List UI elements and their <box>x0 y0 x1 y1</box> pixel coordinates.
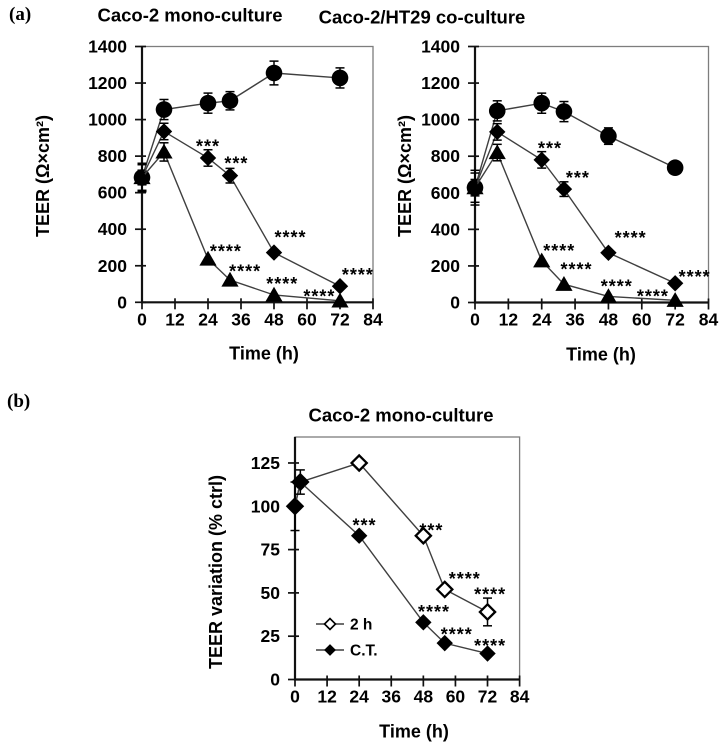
significance-label: *** <box>352 515 377 536</box>
significance-label: *** <box>538 138 563 159</box>
circle-marker <box>600 128 617 145</box>
open-diamond-marker <box>325 619 336 630</box>
filled-diamond-marker <box>287 498 303 514</box>
triangle-marker <box>155 144 172 159</box>
x-tick-label: 48 <box>598 309 619 330</box>
x-tick-label: 12 <box>498 309 519 330</box>
significance-label: **** <box>636 286 669 307</box>
x-tick-label: 72 <box>477 686 498 707</box>
circle-marker <box>556 103 573 120</box>
circle-marker <box>200 95 217 112</box>
open-diamond-marker <box>480 604 495 619</box>
chart-title: Caco-2 mono-culture <box>308 404 494 426</box>
x-tick-label: 48 <box>264 309 284 330</box>
significance-label: **** <box>341 265 374 286</box>
y-tick-label: 1000 <box>88 109 127 130</box>
series-2-h <box>287 455 495 625</box>
x-tick-label: 24 <box>531 309 552 330</box>
significance-label: **** <box>303 286 336 307</box>
significance-label: **** <box>274 227 307 248</box>
y-tick-label: 1400 <box>421 36 460 57</box>
legend <box>316 617 378 660</box>
x-tick-label: 84 <box>698 309 719 330</box>
circle-marker <box>667 159 684 176</box>
series-line <box>295 463 488 612</box>
significance-label: **** <box>678 267 711 288</box>
significance-label: **** <box>560 259 593 280</box>
y-tick-label: 100 <box>250 496 280 517</box>
y-tick-label: 600 <box>97 182 127 203</box>
x-tick-label: 0 <box>470 309 480 330</box>
circle-marker <box>533 95 550 112</box>
y-tick-label: 400 <box>430 219 460 240</box>
y-tick-label: 800 <box>97 146 127 167</box>
y-tick-label: 600 <box>430 182 460 203</box>
significance-label: **** <box>229 261 262 282</box>
y-tick-label: 1200 <box>421 73 460 94</box>
x-axis-label: Time (h) <box>229 343 299 364</box>
x-tick-label: 72 <box>665 309 685 330</box>
filled-diamond-marker <box>324 644 336 656</box>
x-tick-label: 60 <box>297 309 317 330</box>
y-tick-label: 50 <box>260 582 280 603</box>
x-tick-label: 60 <box>445 686 466 707</box>
significance-label: **** <box>614 227 647 248</box>
x-tick-label: 72 <box>330 309 350 330</box>
legend-label: 2 h <box>350 616 373 634</box>
x-tick-label: 84 <box>509 686 530 707</box>
y-tick-label: 800 <box>430 146 460 167</box>
circle-marker <box>332 70 349 87</box>
chart-caco2-mono-teer-variation <box>206 405 530 742</box>
y-tick-label: 0 <box>117 292 127 313</box>
circle-marker <box>489 103 506 120</box>
y-tick-label: 25 <box>260 626 280 647</box>
significance-label: **** <box>448 569 481 590</box>
x-tick-label: 60 <box>632 309 652 330</box>
y-tick-label: 400 <box>97 219 127 240</box>
y-axis-label: TEER (Ω×cm²) <box>33 115 53 237</box>
significance-label: **** <box>266 274 299 295</box>
significance-label: **** <box>440 624 473 645</box>
significance-label: **** <box>474 584 507 605</box>
x-tick-label: 36 <box>565 309 585 330</box>
circle-marker <box>156 101 173 118</box>
filled-diamond-marker <box>489 124 505 140</box>
y-tick-label: 1200 <box>88 73 127 94</box>
significance-label: *** <box>419 520 444 541</box>
significance-label: *** <box>224 153 249 174</box>
y-tick-label: 200 <box>97 255 127 276</box>
y-axis-label: TEER variation (% ctrl) <box>206 474 226 670</box>
significance-label: **** <box>543 241 576 262</box>
x-tick-label: 84 <box>363 309 383 330</box>
panel-label-a: (a) <box>9 4 32 25</box>
significance-label: **** <box>600 276 633 297</box>
x-tick-label: 48 <box>413 686 434 707</box>
significance-label: *** <box>195 136 221 157</box>
y-tick-label: 75 <box>260 539 280 560</box>
y-axis-label: TEER (Ω×cm²) <box>395 115 415 237</box>
y-tick-label: 0 <box>450 292 460 313</box>
significance-label: **** <box>418 601 451 622</box>
significance-label: **** <box>209 241 242 262</box>
x-tick-label: 24 <box>198 309 218 330</box>
x-tick-label: 36 <box>381 686 401 707</box>
x-tick-label: 36 <box>231 309 251 330</box>
chart-caco2-mono-teer <box>33 5 383 364</box>
circle-marker <box>266 65 283 82</box>
y-tick-label: 1000 <box>421 109 460 130</box>
x-tick-label: 12 <box>165 309 185 330</box>
x-axis-label: Time (h) <box>566 344 636 365</box>
x-tick-label: 24 <box>349 686 369 707</box>
y-tick-label: 0 <box>270 669 280 690</box>
circle-marker <box>222 92 239 109</box>
x-axis-label: Time (h) <box>379 721 449 742</box>
x-tick-label: 12 <box>317 686 337 707</box>
chart-title: Caco-2 mono-culture <box>97 4 283 26</box>
significance-label: **** <box>474 635 507 656</box>
chart-title: Caco-2/HT29 co-culture <box>318 6 526 28</box>
y-tick-label: 200 <box>430 255 460 276</box>
y-tick-label: 125 <box>250 452 280 473</box>
panel-label-b: (b) <box>7 391 31 412</box>
x-tick-label: 0 <box>137 309 147 330</box>
significance-label: *** <box>565 168 590 188</box>
x-tick-label: 0 <box>290 686 300 707</box>
legend-label: C.T. <box>350 642 378 660</box>
y-tick-label: 1400 <box>88 36 127 57</box>
